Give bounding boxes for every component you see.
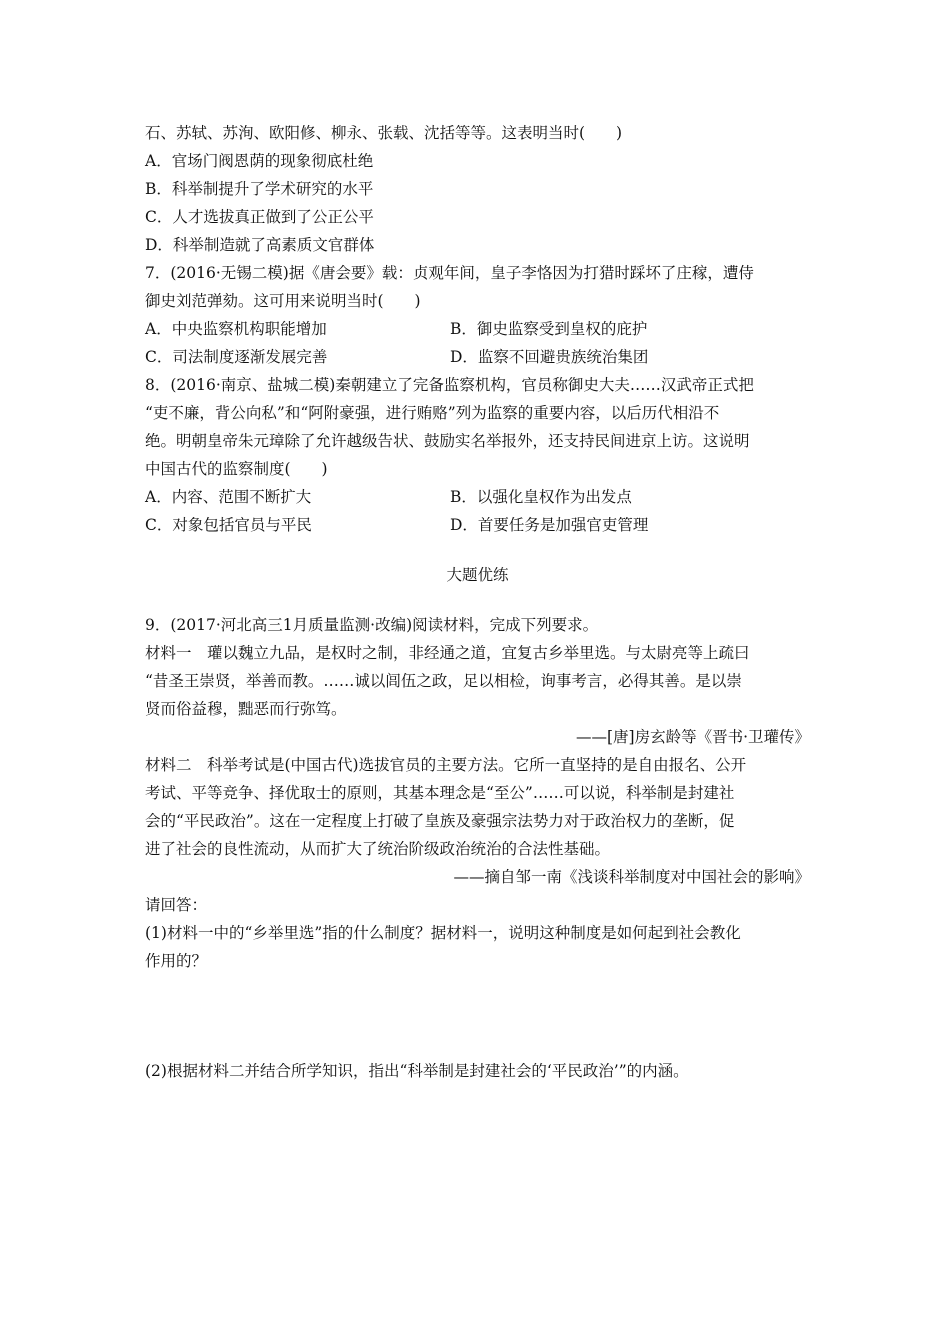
- q9-material-2-line-2: 考试、平等竞争、择优取士的原则，其基本理念是“至公”……可以说，科举制是封建社: [145, 784, 735, 802]
- q9-prompt: 请回答：: [145, 896, 208, 914]
- q7-options-row-2: [145, 343, 810, 371]
- q9-stem: 9．(2017·河北高三1月质量监测·改编)阅读材料，完成下列要求。: [145, 616, 599, 634]
- q8-options-row-1: [145, 483, 810, 511]
- q8-option-c: C．对象包括官员与平民: [145, 516, 312, 534]
- q9-material-1-line-2: “昔圣王崇贤，举善而教。……诚以闾伍之政，足以相检，询事考言，必得其善。是以崇: [145, 672, 742, 690]
- q8-stem-line-2: “吏不廉，背公向私”和“阿附豪强，进行贿赂”列为监察的重要内容，以后历代相沿不: [145, 404, 720, 422]
- q9-sub-question-1-line-1: (1)材料一中的“乡举里选”指的什么制度？据材料一，说明这种制度是如何起到社会教化: [145, 924, 741, 942]
- q7-option-a: A．中央监察机构职能增加: [145, 320, 327, 338]
- q9-sub-question-2: (2)根据材料二并结合所学知识，指出“科举制是封建社会的‘平民政治’”的内涵。: [145, 1062, 689, 1080]
- q9-sub-question-1-line-2: 作用的？: [145, 952, 208, 970]
- q9-material-1-source: ——[唐]房玄龄等《晋书·卫瓘传》: [575, 728, 810, 746]
- q6-option-c: C．人才选拔真正做到了公正公平: [145, 208, 374, 226]
- answer-space-1: [145, 975, 810, 1057]
- q7-option-b: B．御史监察受到皇权的庇护: [450, 320, 648, 338]
- q7-stem-line-2: 御史刘范弹劾。这可用来说明当时( ): [145, 292, 421, 310]
- section-heading: 大题优练: [446, 566, 509, 584]
- q9-material-2-line-4: 进了社会的良性流动，从而扩大了统治阶级政治统治的合法性基础。: [145, 840, 611, 858]
- q9-material-1-line-3: 贤而俗益穆，黜恶而行弥笃。: [145, 700, 347, 718]
- q6-option-b: B．科举制提升了学术研究的水平: [145, 180, 374, 198]
- q6-option-a: A．官场门阀恩荫的现象彻底杜绝: [145, 152, 374, 170]
- q6-stem-tail: 石、苏轼、苏洵、欧阳修、柳永、张载、沈括等等。这表明当时( ): [145, 124, 623, 142]
- q8-stem-line-4: 中国古代的监察制度( ): [145, 460, 328, 478]
- q7-options-row-1: [145, 315, 810, 343]
- q7-option-d: D．监察不回避贵族统治集团: [450, 348, 649, 366]
- q7-option-c: C．司法制度逐渐发展完善: [145, 348, 328, 366]
- q8-stem-line-3: 绝。明朝皇帝朱元璋除了允许越级告状、鼓励实名举报外，还支持民间进京上访。这说明: [145, 432, 750, 450]
- q8-stem-line-1: 8．(2016·南京、盐城二模)秦朝建立了完备监察机构，官员称御史大夫……汉武帝正式把: [145, 376, 754, 394]
- q7-stem-line-1: 7．(2016·无锡二模)据《唐会要》载：贞观年间，皇子李恪因为打猎时踩坏了庄稼，遭侍: [145, 264, 754, 282]
- q9-material-2-source: ——摘自邹一南《浅谈科举制度对中国社会的影响》: [453, 868, 810, 886]
- q6-option-d: D．科举制造就了高素质文官群体: [145, 236, 375, 254]
- q8-option-b: B．以强化皇权作为出发点: [450, 488, 632, 506]
- q8-option-d: D．首要任务是加强官吏管理: [450, 516, 649, 534]
- q9-material-2-line-1: 材料二 科举考试是(中国古代)选拔官员的主要方法。它所一直坚持的是自由报名、公开: [145, 756, 747, 774]
- q8-option-a: A．内容、范围不断扩大: [145, 488, 312, 506]
- q9-material-1-line-1: 材料一 瓘以魏立九品，是权时之制，非经通之道，宜复古乡举里选。与太尉亮等上疏曰: [145, 644, 750, 662]
- q9-material-2-line-3: 会的“平民政治”。这在一定程度上打破了皇族及豪强宗法势力对于政治权力的垄断，促: [145, 812, 735, 830]
- answer-space-2: [145, 1085, 810, 1235]
- worksheet-page: [145, 119, 810, 1235]
- q8-options-row-2: [145, 511, 810, 539]
